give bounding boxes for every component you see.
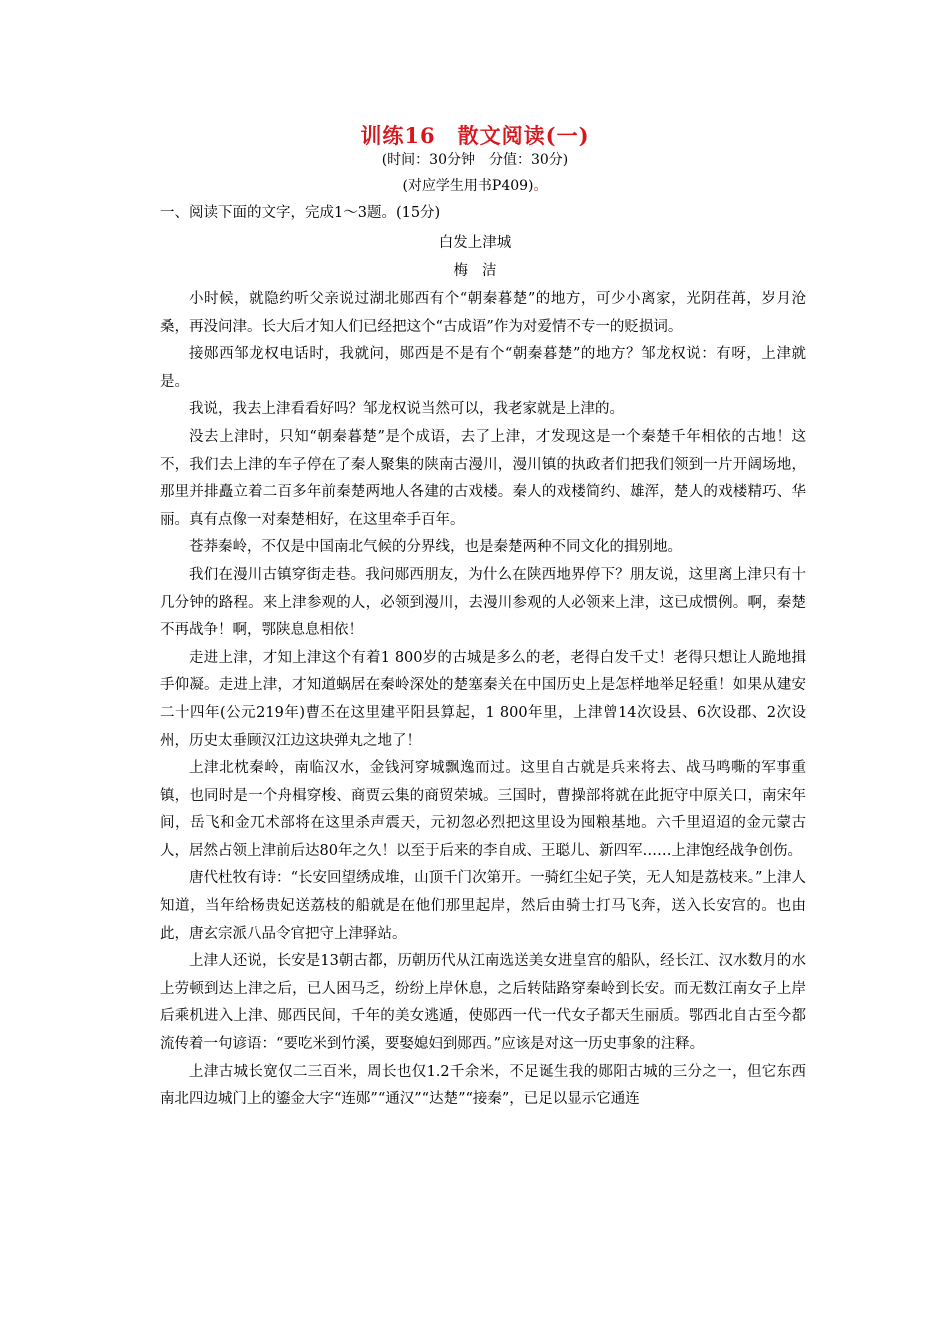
paragraph: 上津人还说，长安是13朝古都，历朝历代从江南选送美女进皇宫的船队，经长江、汉水数月的水上劳顿到达上津之后，已人困马乏，纷纷上岸休息，之后转陆路穿秦岭到长安。而无数江南女子上岸后乘机进入上津、郧西民间，千年的美女逃遁，使郧西一代一代女子都天生丽质。鄂西北自古至今都流传着一句谚语：“要吃米到竹溪，要娶媳妇到郧西。”应该是对这一历史事象的注释。 [160, 953, 806, 1053]
paragraph: 唐代杜牧有诗：“长安回望绣成堆，山顶千门次第开。一骑红尘妃子笑，无人知是荔枝来。”上津人知道，当年给杨贵妃送荔枝的船就是在他们那里起岸，然后由骑士打马飞奔，送入长安宫的。也由此，唐玄宗派八品令官把守上津驿站。 [160, 870, 806, 942]
reference-text: (对应学生用书P409) [402, 178, 534, 194]
exercise-title [0, 120, 950, 150]
paragraph: 走进上津，才知上津这个有着1 800岁的古城是多么的老，老得白发千丈！老得只想让人跪地揖手仰凝。走进上津，才知道蜗居在秦岭深处的楚塞秦关在中国历史上是怎样地举足轻重！如果从建安二十四年(公元219年)曹丕在这里建平阳县算起，1 800年里，上津曾14次设县、6次设郡、2次设州，历史太垂顾汉江边这块弹丸之地了！ [160, 649, 806, 749]
question-prompt: 一、阅读下面的文字，完成1～3题。(15分) [160, 205, 441, 221]
red-period: 。 [533, 178, 548, 194]
time-and-score: (时间：30分钟 分值：30分) [381, 152, 569, 168]
paragraph: 我说，我去上津看看好吗？邹龙权说当然可以，我老家就是上津的。 [189, 401, 624, 418]
exercise-topic: 散文阅读(一) [457, 123, 590, 148]
article-title: 白发上津城 [438, 235, 512, 251]
paragraph: 上津古城长宽仅二三百米，周长也仅1.2千余米，不足诞生我的郧阳古城的三分之一，但它东西南北四边城门上的鎏金大字“连郧”“通汉”“达楚”“接秦”，已足以显示它通连 [160, 1063, 806, 1108]
article-author: 梅洁 [453, 263, 511, 279]
paragraph: 小时候，就隐约听父亲说过湖北郧西有个“朝秦暮楚”的地方，可少小离家，光阴荏苒，岁月沧桑，再没问津。长大后才知人们已经把这个“古成语”作为对爱情不专一的贬损词。 [160, 291, 806, 335]
reference-note [0, 176, 950, 196]
paragraph: 我们在漫川古镇穿街走巷。我问郧西朋友，为什么在陕西地界停下？朋友说，这里离上津只有十几分钟的路程。来上津参观的人，必领到漫川，去漫川参观的人必领来上津，这已成惯例。啊，秦楚不再战争！啊，鄂陕息息相依！ [160, 566, 806, 639]
paragraph: 没去上津时，只知“朝秦暮楚”是个成语，去了上津，才发现这是一个秦楚千年相依的古地！这不，我们去上津的车子停在了秦人聚集的陕南古漫川，漫川镇的执政者们把我们领到一片开阔场地，那里并排矗立着二百多年前秦楚两地人各建的古戏楼。秦人的戏楼简约、雄浑，楚人的戏楼精巧、华丽。真有点像一对秦楚相好，在这里牵手百年。 [160, 428, 806, 528]
exercise-number: 训练16 [360, 123, 436, 148]
paragraph: 接郧西邹龙权电话时，我就问，郧西是不是有个“朝秦暮楚”的地方？邹龙权说：有呀，上津就是。 [160, 346, 806, 390]
paragraph: 上津北枕秦岭，南临汉水，金钱河穿城飘逸而过。这里自古就是兵来将去、战马鸣嘶的军事重镇，也同时是一个舟楫穿梭、商贾云集的商贸荣城。三国时，曹操部将就在此扼守中原关口，南宋年间，岳飞和金兀术部将在这里杀声震天，元初忽必烈把这里设为囤粮基地。六千里迢迢的金元蒙古人，居然占领上津前后达80年之久！以至于后来的李自成、王聪儿、新四军……上津饱经战争创伤。 [160, 760, 806, 859]
paragraph: 苍莽秦岭，不仅是中国南北气候的分界线，也是秦楚两种不同文化的揖别地。 [189, 539, 682, 556]
article-body [160, 286, 806, 1114]
